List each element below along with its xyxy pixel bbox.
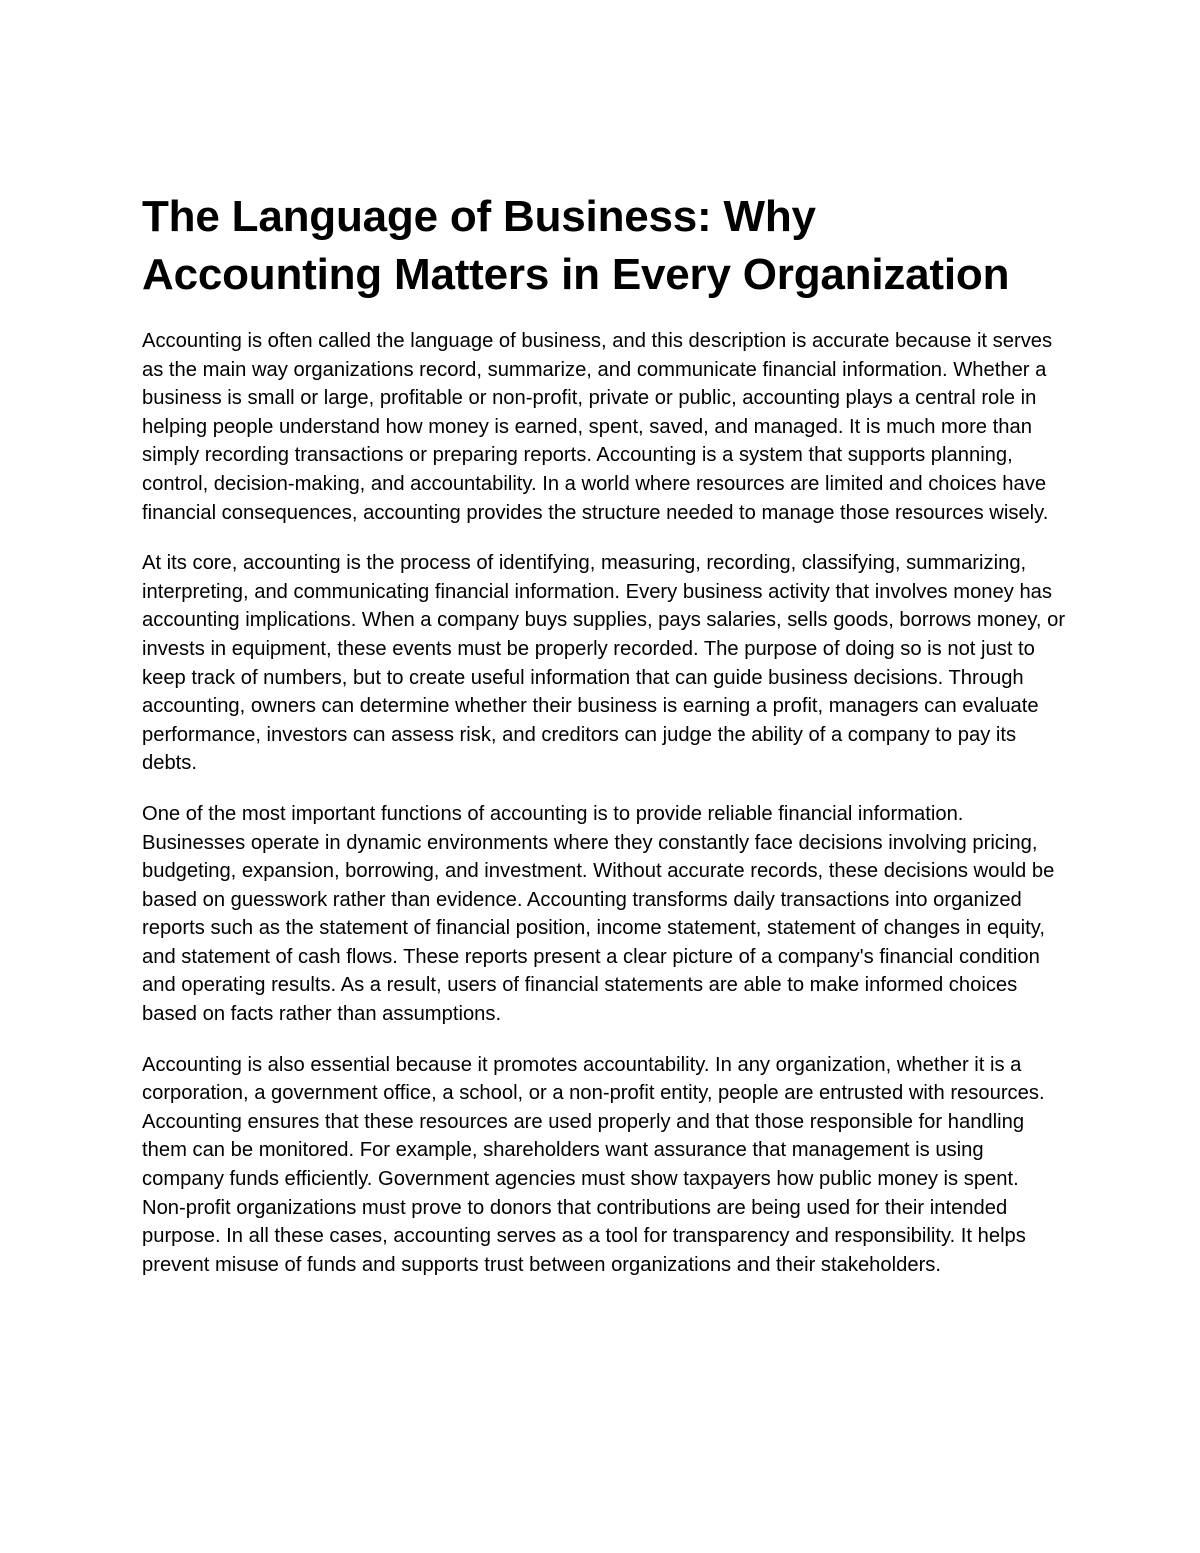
document-body <box>142 188 1066 1301</box>
document-title: The Language of Business: Why Accounting Matters in Every Organization <box>142 192 1010 299</box>
paragraph-2: At its core, accounting is the process of identifying, measuring, recording, classifying, summarizing, interpreting, and communicating financial information. Every business activity that involves money has accounting implications. When a company buys supplies, pays salaries, sells goods, borrows money, or invests in equipment, these events must be properly recorded. The purpose of doing so is not just to keep track of numbers, but to create useful information that can guide business decisions. Through accounting, owners can determine whether their business is earning a profit, managers can evaluate performance, investors can assess risk, and creditors can judge the ability of a company to pay its debts. <box>142 552 1066 775</box>
paragraph-3: One of the most important functions of accounting is to provide reliable financial information. Businesses operate in dynamic environments where they constantly face decisions involving pricing, budgeting, expansion, borrowing, and investment. Without accurate records, these decisions would be based on guesswork rather than evidence. Accounting transforms daily transactions into organized reports such as the statement of financial position, income statement, statement of changes in equity, and statement of cash flows. These reports present a clear picture of a company's financial condition and operating results. As a result, users of financial statements are able to make informed choices based on facts rather than assumptions. <box>142 802 1055 1026</box>
paragraph-list <box>142 327 1066 1279</box>
paragraph-1: Accounting is often called the language of business, and this description is accurate because it serves as the main way organizations record, summarize, and communicate financial information. Whether a business is small or large, profitable or non-profit, private or public, accounting plays a central role in helping people understand how money is earned, spent, saved, and managed. It is much more than simply recording transactions or preparing reports. Accounting is a system that supports planning, control, decision-making, and accountability. In a world where resources are limited and choices have financial consequences, accounting provides the structure needed to manage those resources wisely. <box>142 330 1053 524</box>
paragraph-4: Accounting is also essential because it promotes accountability. In any organization, whether it is a corporation, a government office, a school, or a non-profit entity, people are entrusted with resources. Accounting ensures that these resources are used properly and that those responsible for handling them can be monitored. For example, shareholders want assurance that management is using company funds efficiently. Government agencies must show taxpayers how public money is spent. Non-profit organizations must prove to donors that contributions are being used for their intended purpose. In all these cases, accounting serves as a tool for transparency and responsibility. It helps prevent misuse of funds and supports trust between organizations and their stakeholders. <box>142 1053 1045 1276</box>
